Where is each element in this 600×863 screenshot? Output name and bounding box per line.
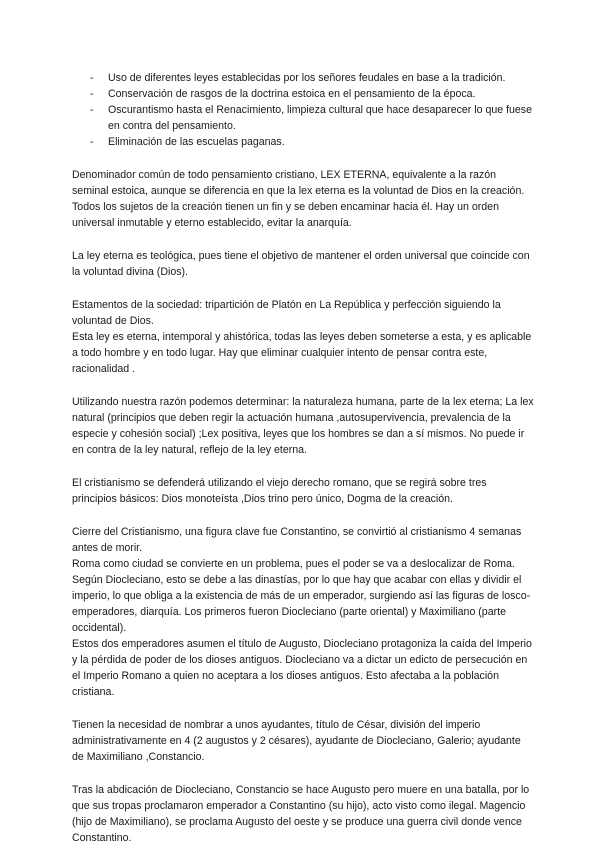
dash-bullet: -	[90, 104, 94, 116]
list-item	[72, 134, 534, 150]
paragraph-derecho-romano: El cristianismo se defenderá utilizando el viejo derecho romano, que se regirá sobre tres principios básicos: Dios monoteísta ,Dios trino pero único, Dogma de la creación.	[72, 477, 487, 505]
paragraph-razon: Utilizando nuestra razón podemos determinar: la naturaleza humana, parte de la lex eterna; La lex natural (principios que deben regir la actuación humana ,autosupervivencia, prevalencia de la especie y cohesión social) ;Lex positiva, leyes que los hombres se dan a sí mismos. No puede ir en contra de la ley natural, reflejo de la ley eterna.	[72, 396, 534, 456]
list-item	[72, 102, 534, 134]
list-item-text: Eliminación de las escuelas paganas.	[108, 136, 285, 148]
paragraph-lex-eterna: Denominador común de todo pensamiento cristiano, LEX ETERNA, equivalente a la razón seminal estoica, aunque se diferencia en que la lex eterna es la voluntad de Dios en la creación. Todos los sujetos de la creación tienen un fin y se deben encaminar hacia él. Hay un orden universal inmutable y eterno establecido, evitar la anarquía.	[72, 169, 525, 229]
paragraph-estamentos	[72, 297, 534, 377]
document-body	[72, 70, 534, 863]
paragraph-ley-teologica: La ley eterna es teológica, pues tiene el objetivo de mantener el orden universal que coincide con la voluntad divina (Dios).	[72, 250, 530, 278]
bullet-list	[72, 70, 534, 150]
dash-bullet: -	[90, 136, 94, 148]
paragraph-abdicacion: Tras la abdicación de Diocleciano, Constancio se hace Augusto pero muere en una batalla, por lo que sus tropas proclamaron emperador a Constantino (su hijo), acto visto como ilegal. Magencio (hijo de Maximiliano), se proclama Augusto del oeste y se produce una guerra civil donde vence Constantino.	[72, 784, 530, 844]
paragraph-constantino	[72, 524, 534, 700]
dash-bullet: -	[90, 88, 94, 100]
paragraph-cesar: Tienen la necesidad de nombrar a unos ayudantes, título de César, división del imperio administrativamente en 4 (2 augustos y 2 césares), ayudante de Diocleciano, Galerio; ayudante de Maximiliano ,Constancio.	[72, 719, 521, 763]
list-item-text: Uso de diferentes leyes establecidas por los señores feudales en base a la tradición.	[108, 72, 506, 84]
list-item	[72, 70, 534, 86]
dash-bullet: -	[90, 72, 94, 84]
list-item-text: Conservación de rasgos de la doctrina estoica en el pensamiento de la época.	[108, 88, 476, 100]
paragraph-line: Estos dos emperadores asumen el título de Augusto, Diocleciano protagoniza la caída del Imperio y la pérdida de poder de los dioses antiguos. Diocleciano va a dictar un edicto de persecución en el Imperio Romano a quien no aceptara a los dioses antiguos. Esto afectaba a la población cristiana.	[72, 638, 532, 698]
paragraph-line: Roma como ciudad se convierte en un problema, pues el poder se va a deslocalizar de Roma. Según Diocleciano, esto se debe a las dinastías, por lo que hay que acabar con ellas y dividir el imperio, lo que obliga a la existencia de más de un emperador, surgiendo así las figuras de losco-emperadores, diarquía. Los primeros fueron Diocleciano (parte oriental) y Maximiliano (parte occidental).	[72, 558, 531, 634]
list-item-text: Oscurantismo hasta el Renacimiento, limpieza cultural que hace desaparecer lo que fuese en contra del pensamiento.	[108, 104, 532, 132]
list-item	[72, 86, 534, 102]
paragraph-line: Cierre del Cristianismo, una figura clave fue Constantino, se convirtió al cristianismo 4 semanas antes de morir.	[72, 526, 522, 554]
paragraph-line: Estamentos de la sociedad: tripartición de Platón en La República y perfección siguiendo la voluntad de Dios.	[72, 299, 501, 327]
paragraph-line: Esta ley es eterna, intemporal y ahistórica, todas las leyes deben someterse a esta, y es aplicable a todo hombre y en todo lugar. Hay que eliminar cualquier intento de pensar contra este, racionalidad .	[72, 331, 532, 375]
